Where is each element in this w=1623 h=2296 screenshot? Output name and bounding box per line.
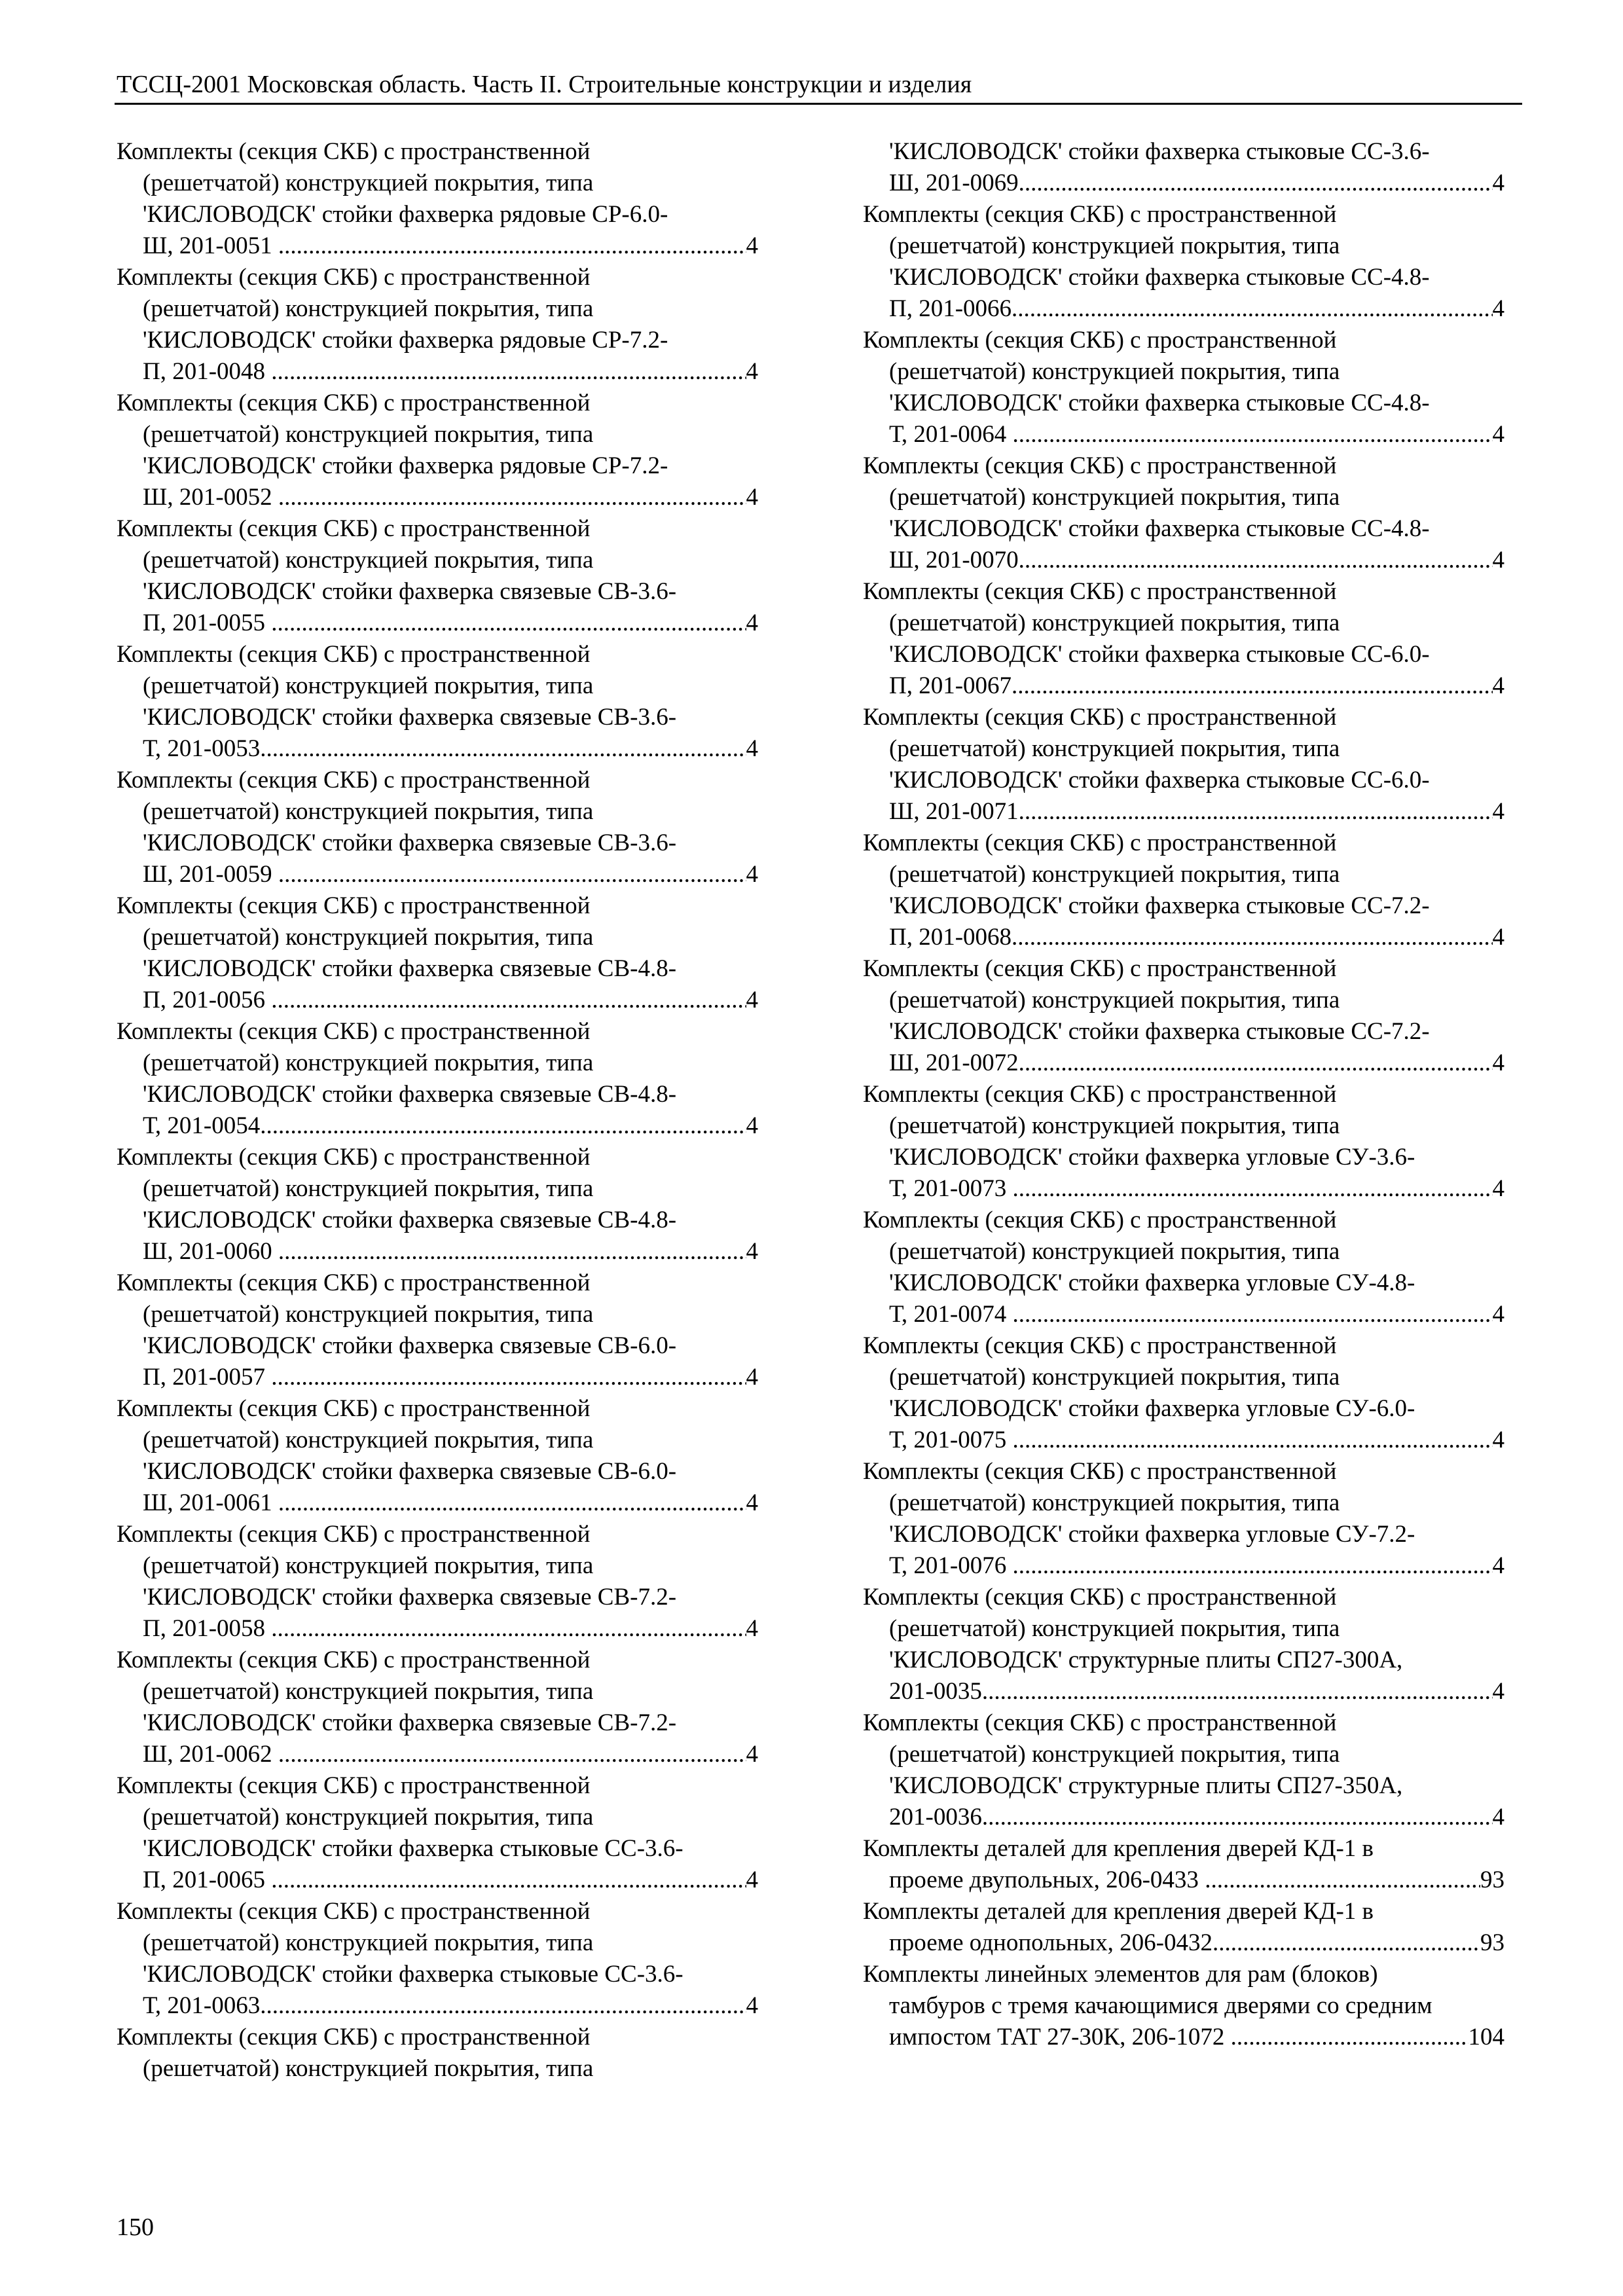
- entry-page-number: 4: [746, 1364, 758, 1391]
- index-entry: [117, 1267, 758, 1393]
- index-entry: [863, 325, 1504, 450]
- entry-reference-line: [117, 985, 758, 1016]
- entry-page-number: 4: [746, 1238, 758, 1265]
- entry-line: Комплекты (секция СКБ) с пространственной: [863, 704, 1337, 731]
- entry-line: 'КИСЛОВОДСК' стойки фахверка стыковые СС-4.8-: [889, 264, 1430, 291]
- index-entry: [863, 1833, 1504, 1896]
- dot-leader: [1213, 1927, 1480, 1959]
- entry-line: Комплекты (секция СКБ) с пространственной: [863, 201, 1337, 228]
- right-column: [863, 136, 1504, 2053]
- entry-line: Комплекты (секция СКБ) с пространственной: [863, 1458, 1337, 1485]
- entry-line: Комплекты (секция СКБ) с пространственной: [117, 2024, 591, 2050]
- entry-code: П, 201-0066: [889, 295, 1012, 322]
- entry-line: (решетчатой) конструкцией покрытия, типа: [143, 1049, 594, 1076]
- entry-reference-line: [863, 293, 1504, 325]
- entry-line: Комплекты (секция СКБ) с пространственной: [117, 892, 591, 919]
- entry-line: Комплекты (секция СКБ) с пространственной: [117, 767, 591, 793]
- entry-code: Ш, 201-0070: [889, 547, 1019, 574]
- entry-reference-line: [117, 1990, 758, 2022]
- entry-page-number: 93: [1480, 1867, 1504, 1893]
- entry-line: (решетчатой) конструкцией покрытия, типа: [143, 1301, 594, 1328]
- entry-line: (решетчатой) конструкцией покрытия, типа: [889, 1489, 1340, 1516]
- entry-page-number: 4: [746, 1741, 758, 1768]
- entry-line: (решетчатой) конструкцией покрытия, типа: [143, 672, 594, 699]
- index-entry: [117, 1393, 758, 1519]
- dot-leader: [271, 356, 746, 388]
- index-entry: [863, 576, 1504, 702]
- dot-leader: [271, 1613, 746, 1645]
- entry-line: Комплекты (секция СКБ) с пространственной: [117, 1772, 591, 1799]
- entry-line: Комплекты (секция СКБ) с пространственной: [863, 578, 1337, 605]
- index-entry: [117, 1896, 758, 2022]
- dot-leader: [260, 1990, 746, 2022]
- entry-line: (решетчатой) конструкцией покрытия, типа: [143, 1929, 594, 1956]
- entry-line: Комплекты (секция СКБ) с пространственной: [117, 641, 591, 668]
- entry-code: П, 201-0055: [143, 610, 272, 636]
- entry-line: (решетчатой) конструкцией покрытия, типа: [889, 735, 1340, 762]
- index-entry: [117, 136, 758, 262]
- index-entry: [117, 2022, 758, 2085]
- entry-line: 'КИСЛОВОДСК' стойки фахверка стыковые СС-4.8-: [889, 390, 1430, 416]
- entry-code: П, 201-0057: [143, 1364, 272, 1391]
- index-entry: [117, 1016, 758, 1142]
- dot-leader: [260, 1110, 746, 1142]
- entry-page-number: 4: [1492, 1049, 1504, 1076]
- entry-reference-line: [863, 1550, 1504, 1582]
- entry-page-number: 4: [746, 1615, 758, 1642]
- page-number: 150: [117, 2214, 154, 2241]
- entry-line: 'КИСЛОВОДСК' стойки фахверка стыковые СС-7.2-: [889, 892, 1430, 919]
- entry-reference-line: [117, 1236, 758, 1267]
- entry-reference-line: [117, 1110, 758, 1142]
- index-entry: [117, 890, 758, 1016]
- entry-line: (решетчатой) конструкцией покрытия, типа: [889, 1238, 1340, 1265]
- entry-line: (решетчатой) конструкцией покрытия, типа: [889, 861, 1340, 888]
- entry-page-number: 4: [1492, 547, 1504, 574]
- entry-code: Ш, 201-0072: [889, 1049, 1019, 1076]
- entry-line: (решетчатой) конструкцией покрытия, типа: [143, 547, 594, 574]
- index-entry: [863, 450, 1504, 576]
- dot-leader: [271, 1865, 746, 1896]
- entry-page-number: 4: [1492, 924, 1504, 951]
- entry-reference-line: [117, 1613, 758, 1645]
- entry-line: (решетчатой) конструкцией покрытия, типа: [143, 1427, 594, 1453]
- entry-line: Комплекты деталей для крепления дверей КД-1 в: [863, 1835, 1374, 1862]
- entry-line: (решетчатой) конструкцией покрытия, типа: [889, 610, 1340, 636]
- entry-line: 'КИСЛОВОДСК' стойки фахверка связевые СВ-3.6-: [143, 829, 677, 856]
- dot-leader: [271, 985, 746, 1016]
- dot-leader: [1012, 419, 1492, 450]
- left-column: [117, 136, 758, 2085]
- entry-page-number: 4: [1492, 170, 1504, 196]
- entry-page-number: 4: [746, 232, 758, 259]
- entry-line: Комплекты (секция СКБ) с пространственной: [117, 138, 591, 165]
- entry-line: 'КИСЛОВОДСК' стойки фахверка связевые СВ-6.0-: [143, 1458, 677, 1485]
- entry-line: 'КИСЛОВОДСК' стойки фахверка стыковые СС-3.6-: [143, 1961, 684, 1988]
- entry-code: Т, 201-0054: [143, 1112, 261, 1139]
- entry-line: 'КИСЛОВОДСК' стойки фахверка угловые СУ-7.2-: [889, 1521, 1415, 1548]
- entry-reference-line: [117, 859, 758, 890]
- entry-page-number: 4: [746, 987, 758, 1013]
- entry-reference-line: [863, 1299, 1504, 1330]
- entry-reference-line: [117, 1739, 758, 1770]
- entry-reference-line: [863, 1425, 1504, 1456]
- entry-line: 'КИСЛОВОДСК' стойки фахверка связевые СВ-4.8-: [143, 1207, 677, 1233]
- dot-leader: [1012, 670, 1492, 702]
- entry-line: Комплекты (секция СКБ) с пространственной: [117, 1521, 591, 1548]
- entry-page-number: 4: [1492, 421, 1504, 448]
- entry-line: (решетчатой) конструкцией покрытия, типа: [889, 987, 1340, 1013]
- entry-page-number: 4: [1492, 1427, 1504, 1453]
- entry-code: Т, 201-0063: [143, 1992, 261, 2019]
- index-entry: [863, 199, 1504, 325]
- dot-leader: [982, 1676, 1493, 1707]
- entry-code: Ш, 201-0071: [889, 798, 1019, 825]
- dot-leader: [1019, 168, 1493, 199]
- entry-line: 'КИСЛОВОДСК' стойки фахверка связевые СВ-6.0-: [143, 1332, 677, 1359]
- entry-page-number: 4: [1492, 295, 1504, 322]
- entry-line: (решетчатой) конструкцией покрытия, типа: [889, 1364, 1340, 1391]
- index-entry: [863, 828, 1504, 953]
- entry-line: 'КИСЛОВОДСК' стойки фахверка связевые СВ-3.6-: [143, 578, 677, 605]
- entry-code: Т, 201-0073: [889, 1175, 1013, 1202]
- entry-line: 'КИСЛОВОДСК' стойки фахверка рядовые СР-7.2-: [143, 327, 668, 354]
- entry-line: Комплекты (секция СКБ) с пространственной: [117, 1898, 591, 1925]
- entry-line: (решетчатой) конструкцией покрытия, типа: [889, 484, 1340, 511]
- index-entry: [117, 388, 758, 513]
- entry-line: (решетчатой) конструкцией покрытия, типа: [889, 1741, 1340, 1768]
- entry-line: (решетчатой) конструкцией покрытия, типа: [889, 232, 1340, 259]
- entry-line: 'КИСЛОВОДСК' стойки фахверка связевые СВ-3.6-: [143, 704, 677, 731]
- entry-line: Комплекты деталей для крепления дверей КД-1 в: [863, 1898, 1374, 1925]
- entry-reference-line: [863, 922, 1504, 953]
- dot-leader: [271, 608, 746, 639]
- entry-reference-line: [863, 168, 1504, 199]
- entry-code: проеме двупольных, 206-0433: [889, 1867, 1205, 1893]
- dot-leader: [278, 1739, 746, 1770]
- entry-reference-line: [117, 608, 758, 639]
- entry-code: Т, 201-0074: [889, 1301, 1013, 1328]
- entry-page-number: 4: [746, 735, 758, 762]
- index-entry: [117, 513, 758, 639]
- entry-code: П, 201-0068: [889, 924, 1012, 951]
- dot-leader: [1019, 1048, 1493, 1079]
- entry-code: Ш, 201-0051: [143, 232, 278, 259]
- entry-page-number: 4: [746, 861, 758, 888]
- index-entry: [117, 1770, 758, 1896]
- entry-page-number: 104: [1468, 2024, 1504, 2050]
- entry-line: Комплекты (секция СКБ) с пространственной: [117, 1018, 591, 1045]
- index-entry: [117, 1519, 758, 1645]
- entry-line: Комплекты (секция СКБ) с пространственной: [863, 452, 1337, 479]
- entry-code: Ш, 201-0069: [889, 170, 1019, 196]
- entry-code: П, 201-0048: [143, 358, 272, 385]
- entry-line: Комплекты (секция СКБ) с пространственной: [863, 1584, 1337, 1611]
- entry-reference-line: [117, 1865, 758, 1896]
- entry-page-number: 4: [746, 484, 758, 511]
- entry-line: (решетчатой) конструкцией покрытия, типа: [143, 1552, 594, 1579]
- entry-line: (решетчатой) конструкцией покрытия, типа: [143, 1678, 594, 1705]
- dot-leader: [1012, 293, 1492, 325]
- entry-line: 'КИСЛОВОДСК' стойки фахверка связевые СВ-4.8-: [143, 1081, 677, 1108]
- entry-line: 'КИСЛОВОДСК' стойки фахверка связевые СВ-7.2-: [143, 1584, 677, 1611]
- entry-line: 'КИСЛОВОДСК' стойки фахверка связевые СВ-4.8-: [143, 955, 677, 982]
- entry-line: (решетчатой) конструкцией покрытия, типа: [143, 421, 594, 448]
- entry-line: (решетчатой) конструкцией покрытия, типа: [889, 1615, 1340, 1642]
- entry-line: (решетчатой) конструкцией покрытия, типа: [143, 798, 594, 825]
- entry-reference-line: [117, 1487, 758, 1519]
- entry-code: 201-0035: [889, 1678, 982, 1705]
- index-entry: [863, 953, 1504, 1079]
- dot-leader: [278, 859, 746, 890]
- entry-line: Комплекты (секция СКБ) с пространственной: [863, 1081, 1337, 1108]
- entry-code: 201-0036: [889, 1804, 982, 1831]
- entry-code: Т, 201-0076: [889, 1552, 1013, 1579]
- dot-leader: [1231, 2022, 1468, 2053]
- index-entry: [863, 702, 1504, 828]
- entry-line: 'КИСЛОВОДСК' стойки фахверка рядовые СР-6.0-: [143, 201, 668, 228]
- dot-leader: [1012, 922, 1492, 953]
- entry-line: Комплекты (секция СКБ) с пространственной: [863, 1332, 1337, 1359]
- dot-leader: [1019, 796, 1493, 828]
- index-entry: [863, 1205, 1504, 1330]
- entry-line: 'КИСЛОВОДСК' стойки фахверка стыковые СС-6.0-: [889, 641, 1430, 668]
- entry-code: Ш, 201-0061: [143, 1489, 278, 1516]
- entry-line: 'КИСЛОВОДСК' стойки фахверка стыковые СС-7.2-: [889, 1018, 1430, 1045]
- entry-code: Ш, 201-0060: [143, 1238, 278, 1265]
- entry-line: Комплекты (секция СКБ) с пространственной: [863, 955, 1337, 982]
- entry-reference-line: [863, 419, 1504, 450]
- dot-leader: [1012, 1550, 1492, 1582]
- entry-code: Т, 201-0053: [143, 735, 261, 762]
- dot-leader: [1019, 545, 1493, 576]
- entry-page-number: 4: [746, 1992, 758, 2019]
- index-entry: [863, 1079, 1504, 1205]
- index-entry: [117, 765, 758, 890]
- entry-line: Комплекты (секция СКБ) с пространственной: [117, 1647, 591, 1673]
- dot-leader: [278, 1487, 746, 1519]
- entry-page-number: 4: [746, 1489, 758, 1516]
- entry-line: Комплекты (секция СКБ) с пространственной: [117, 515, 591, 542]
- index-entry: [863, 1456, 1504, 1582]
- entry-line: (решетчатой) конструкцией покрытия, типа: [143, 1804, 594, 1831]
- entry-page-number: 93: [1480, 1929, 1504, 1956]
- entry-code: П, 201-0056: [143, 987, 272, 1013]
- index-entry: [117, 1142, 758, 1267]
- entry-line: 'КИСЛОВОДСК' стойки фахверка угловые СУ-3.6-: [889, 1144, 1415, 1171]
- index-entry: [117, 639, 758, 765]
- entry-page-number: 4: [1492, 1678, 1504, 1705]
- entry-page-number: 4: [1492, 1301, 1504, 1328]
- entry-line: Комплекты линейных элементов для рам (блоков): [863, 1961, 1378, 1988]
- entry-page-number: 4: [1492, 672, 1504, 699]
- entry-line: 'КИСЛОВОДСК' стойки фахверка стыковые СС-6.0-: [889, 767, 1430, 793]
- entry-reference-line: [863, 1927, 1504, 1959]
- entry-line: тамбуров с тремя качающимися дверями со средним: [889, 1992, 1432, 2019]
- index-entry: [863, 1582, 1504, 1707]
- dot-leader: [1012, 1425, 1492, 1456]
- entry-line: (решетчатой) конструкцией покрытия, типа: [143, 924, 594, 951]
- entry-line: Комплекты (секция СКБ) с пространственной: [863, 1207, 1337, 1233]
- entry-line: Комплекты (секция СКБ) с пространственной: [117, 264, 591, 291]
- entry-line: Комплекты (секция СКБ) с пространственной: [863, 829, 1337, 856]
- entry-reference-line: [863, 545, 1504, 576]
- entry-reference-line: [863, 1048, 1504, 1079]
- entry-reference-line: [117, 1362, 758, 1393]
- entry-code: П, 201-0067: [889, 672, 1012, 699]
- entry-page-number: 4: [746, 1112, 758, 1139]
- entry-line: Комплекты (секция СКБ) с пространственной: [117, 1395, 591, 1422]
- entry-line: 'КИСЛОВОДСК' стойки фахверка стыковые СС-3.6-: [143, 1835, 684, 1862]
- entry-reference-line: [863, 1676, 1504, 1707]
- entry-line: (решетчатой) конструкцией покрытия, типа: [889, 1112, 1340, 1139]
- dot-leader: [982, 1802, 1493, 1833]
- entry-page-number: 4: [1492, 1552, 1504, 1579]
- entry-line: Комплекты (секция СКБ) с пространственной: [863, 327, 1337, 354]
- dot-leader: [278, 482, 746, 513]
- entry-page-number: 4: [1492, 1175, 1504, 1202]
- entry-line: 'КИСЛОВОДСК' стойки фахверка рядовые СР-7.2-: [143, 452, 668, 479]
- entry-page-number: 4: [746, 358, 758, 385]
- entry-reference-line: [863, 2022, 1504, 2053]
- entry-reference-line: [863, 1802, 1504, 1833]
- dot-leader: [278, 1236, 746, 1267]
- entry-reference-line: [117, 230, 758, 262]
- page-header: ТССЦ-2001 Московская область. Часть II. Строительные конструкции и изделия: [117, 71, 972, 98]
- entry-line: 'КИСЛОВОДСК' стойки фахверка связевые СВ-7.2-: [143, 1709, 677, 1736]
- entry-code: Т, 201-0064: [889, 421, 1013, 448]
- entry-code: Ш, 201-0059: [143, 861, 278, 888]
- index-entry: [117, 1645, 758, 1770]
- entry-reference-line: [863, 1173, 1504, 1205]
- entry-line: 'КИСЛОВОДСК' стойки фахверка стыковые СС-3.6-: [889, 138, 1430, 165]
- entry-code: Ш, 201-0062: [143, 1741, 278, 1768]
- entry-line: 'КИСЛОВОДСК' стойки фахверка угловые СУ-6.0-: [889, 1395, 1415, 1422]
- entry-line: Комплекты (секция СКБ) с пространственной: [117, 1269, 591, 1296]
- entry-line: (решетчатой) конструкцией покрытия, типа: [889, 358, 1340, 385]
- dot-leader: [271, 1362, 746, 1393]
- index-entry: [863, 1959, 1504, 2053]
- entry-code: Ш, 201-0052: [143, 484, 278, 511]
- entry-line: (решетчатой) конструкцией покрытия, типа: [143, 2055, 594, 2082]
- entry-reference-line: [863, 1865, 1504, 1896]
- entry-line: Комплекты (секция СКБ) с пространственной: [117, 1144, 591, 1171]
- entry-line: (решетчатой) конструкцией покрытия, типа: [143, 170, 594, 196]
- dot-leader: [260, 733, 746, 765]
- entry-reference-line: [863, 796, 1504, 828]
- header-rule: [115, 103, 1522, 105]
- entry-code: П, 201-0058: [143, 1615, 272, 1642]
- entry-line: 'КИСЛОВОДСК' структурные плиты СП27-300А,: [889, 1647, 1403, 1673]
- dot-leader: [1012, 1173, 1492, 1205]
- dot-leader: [1205, 1865, 1480, 1896]
- dot-leader: [1012, 1299, 1492, 1330]
- entry-page-number: 4: [746, 1867, 758, 1893]
- entry-code: импостом ТАТ 27-30К, 206-1072: [889, 2024, 1231, 2050]
- index-entry: [863, 1330, 1504, 1456]
- dot-leader: [278, 230, 746, 262]
- entry-page-number: 4: [1492, 798, 1504, 825]
- entry-line: 'КИСЛОВОДСК' стойки фахверка стыковые СС-4.8-: [889, 515, 1430, 542]
- entry-code: П, 201-0065: [143, 1867, 272, 1893]
- entry-reference-line: [117, 482, 758, 513]
- entry-code: Т, 201-0075: [889, 1427, 1013, 1453]
- entry-page-number: 4: [1492, 1804, 1504, 1831]
- entry-reference-line: [117, 356, 758, 388]
- entry-line: 'КИСЛОВОДСК' стойки фахверка угловые СУ-4.8-: [889, 1269, 1415, 1296]
- entry-line: 'КИСЛОВОДСК' структурные плиты СП27-350А,: [889, 1772, 1403, 1799]
- entry-line: (решетчатой) конструкцией покрытия, типа: [143, 1175, 594, 1202]
- index-entry: [863, 1896, 1504, 1959]
- index-entry: [863, 1707, 1504, 1833]
- entry-line: (решетчатой) конструкцией покрытия, типа: [143, 295, 594, 322]
- index-entry: [863, 136, 1504, 199]
- entry-reference-line: [863, 670, 1504, 702]
- entry-code: проеме однопольных, 206-0432: [889, 1929, 1213, 1956]
- entry-page-number: 4: [746, 610, 758, 636]
- entry-reference-line: [117, 733, 758, 765]
- index-entry: [117, 262, 758, 388]
- entry-line: Комплекты (секция СКБ) с пространственной: [863, 1709, 1337, 1736]
- entry-line: Комплекты (секция СКБ) с пространственной: [117, 390, 591, 416]
